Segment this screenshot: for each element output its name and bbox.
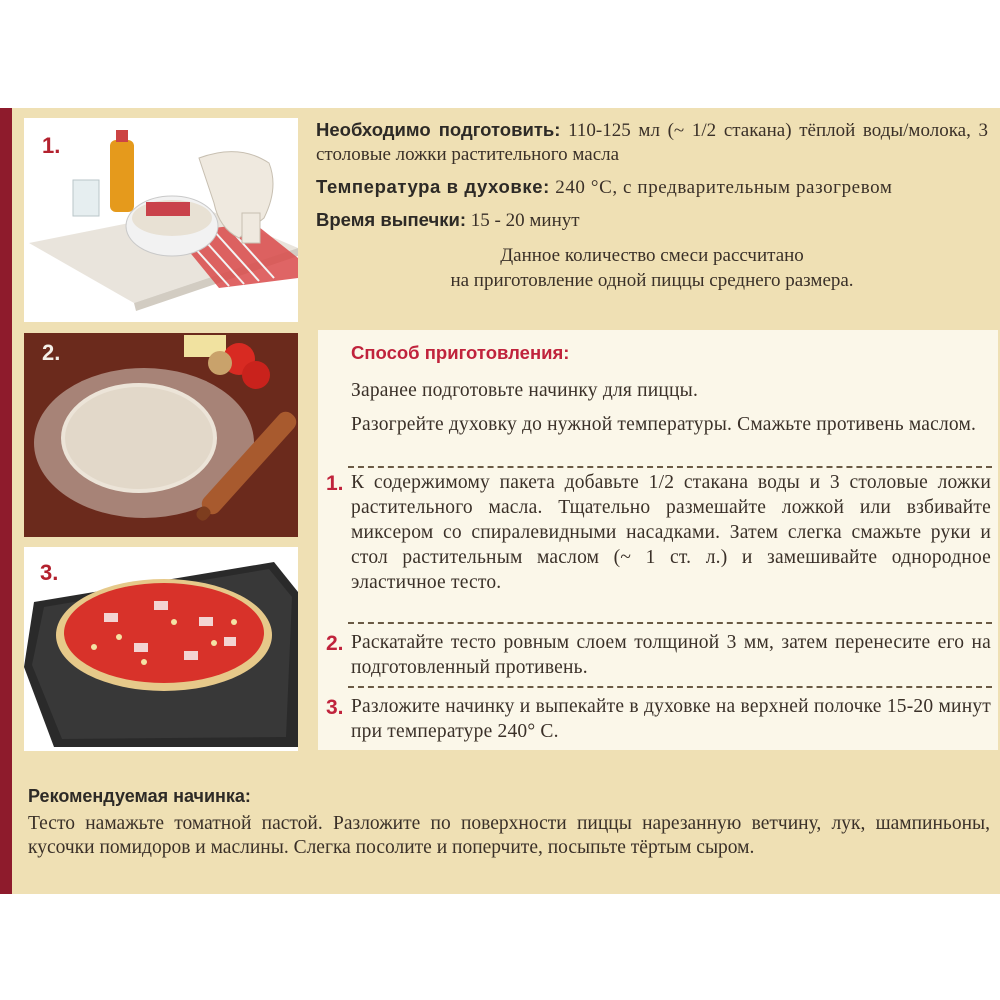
method-step-number: 3. [326,696,344,719]
method-step-text: К содержимому пакета добавьте 1/2 стакана воды и 3 столовые ложки растительного масла. Тщательно размешайте ложкой или взбивайте миксером со спиралевидными насадками. Затем слегка смажьте руки и стол растительным маслом (~ 1 ст. л.) и замешивайте однородное эластичное тесто. [351,472,991,593]
note-line1: Данное количество смеси рассчитано [500,245,804,266]
prep-label: Необходимо подготовить: [316,119,561,140]
method-section [318,330,998,750]
divider [348,686,992,688]
prep-paragraph [316,118,988,167]
photo-step-number: 3. [40,560,59,585]
method-intro-1: Заранее подготовьте начинку для пиццы. [351,380,699,401]
filling-text: Тесто намажьте томатной пастой. Разложите по поверхности пиццы нарезанную ветчину, лук, шампиньоны, кусочки помидоров и маслины. Слегка посолите и поперчите, посыпьте тёртым сыром. [28,813,990,858]
method-step-number: 1. [326,472,344,495]
photo-pizza-tray [24,547,298,751]
oven-paragraph [316,175,988,200]
photo-step-number: 1. [42,133,61,158]
oven-text: 240 °С, с предварительным разогревом [549,177,893,198]
bake-time-label: Время выпечки: [316,209,467,230]
divider [348,466,992,468]
photo-step-number: 2. [42,340,61,365]
note-line2: на приготовление одной пиццы среднего размера. [450,270,854,291]
photo-rolled-dough [24,333,298,537]
divider [348,622,992,624]
method-step-text: Разложите начинку и выпекайте в духовке на верхней полочке 15-20 минут при температуре 240° С. [351,696,991,742]
method-title: Способ приготовления: [351,342,570,363]
preparation-info [316,118,988,301]
photo-ingredients [24,118,298,322]
bake-time-text: 15 - 20 минут [466,210,580,231]
prep-text: 110-125 мл (~ 1/2 стакана) тёплой воды/молока, 3 столовые ложки растительного масла [316,120,988,165]
portion-note [316,243,988,293]
bake-time-paragraph [316,208,988,233]
method-step-text: Раскатайте тесто ровным слоем толщиной 3 мм, затем перенесите его на подготовленный противень. [351,632,991,678]
oven-label: Температура в духовке: [316,176,550,197]
decorative-stripe [0,108,12,894]
filling-title: Рекомендуемая начинка: [28,786,251,806]
method-step-number: 2. [326,632,344,655]
method-intro-2: Разогрейте духовку до нужной температуры. Смажьте противень маслом. [351,414,977,435]
